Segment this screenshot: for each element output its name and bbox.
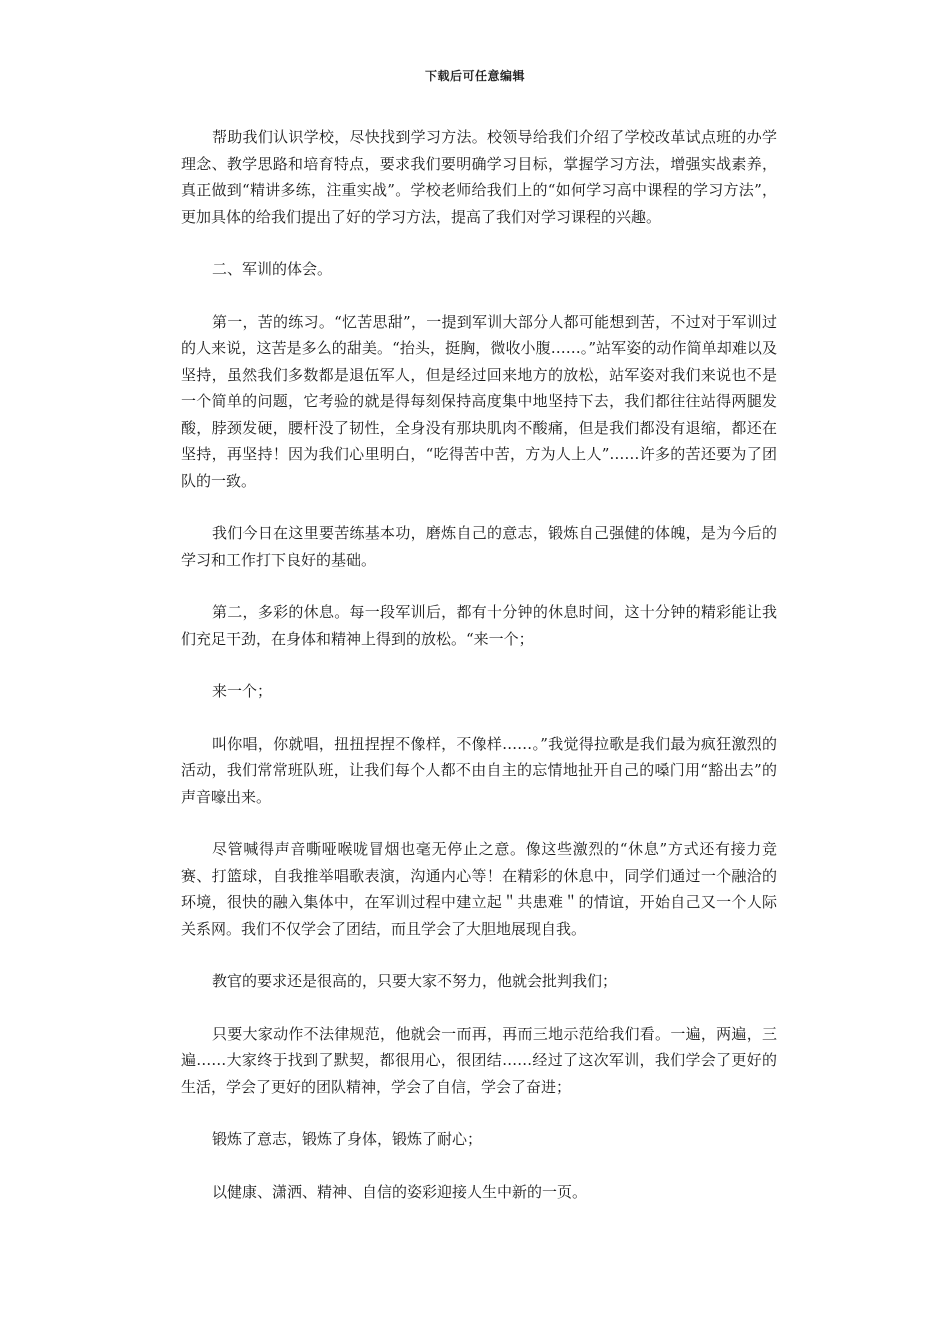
paragraph: 锻炼了意志，锻炼了身体，锻炼了耐心；	[212, 1130, 483, 1148]
paragraph: 第二，多彩的休息。每一段军训后，都有十分钟的休息时间，这十分钟的精彩能让我们充足干劲，在身体和精神上得到的放松。“来一个；	[181, 603, 777, 648]
section-heading: 二、军训的体会。	[212, 260, 333, 278]
paragraph: 只要大家动作不法律规范，他就会一而再，再而三地示范给我们看。一遍，两遍，三遍……大家终于找到了默契，都很用心，很团结……经过了这次军训，我们学会了更好的生活，学会了更好的团队精神，学会了自信，学会了奋进；	[181, 1024, 777, 1096]
paragraph: 帮助我们认识学校，尽快找到学习方法。校领导给我们介绍了学校改革试点班的办学理念、教学思路和培育特点，要求我们要明确学习目标，掌握学习方法，增强实战素养，真正做到“精讲多练，注重实战”。学校老师给我们上的“如何学习高中课程的学习方法”，更加具体的给我们提出了好的学习方法，提高了我们对学习课程的兴趣。	[181, 128, 777, 226]
document-body	[181, 124, 777, 1231]
paragraph: 我们今日在这里要苦练基本功，磨炼自己的意志，锻炼自己强健的体魄，是为今后的学习和工作打下良好的基础。	[181, 524, 777, 569]
paragraph: 教官的要求还是很高的，只要大家不努力，他就会批判我们；	[212, 972, 618, 990]
paragraph: 尽管喊得声音嘶哑喉咙冒烟也毫无停止之意。像这些激烈的“休息”方式还有接力竞赛、打篮球，自我推举唱歌表演，沟通内心等！在精彩的休息中，同学们通过一个融洽的环境，很快的融入集体中，在军训过程中建立起＂共患难＂的情谊，开始自己又一个人际关系网。我们不仅学会了团结，而且学会了大胆地展现自我。	[181, 840, 777, 938]
paragraph: 叫你唱，你就唱，扭扭捏捏不像样，不像样……。”我觉得拉歌是我们最为疯狂激烈的活动，我们常常班队班，让我们每个人都不由自主的忘情地扯开自己的嗓门用“豁出去”的声音嚎出来。	[181, 734, 777, 806]
paragraph: 以健康、潇洒、精神、自信的姿彩迎接人生中新的一页。	[212, 1182, 588, 1201]
paragraph: 来一个；	[212, 682, 273, 700]
paragraph: 第一，苦的练习。“忆苦思甜”，一提到军训大部分人都可能想到苦，不过对于军训过的人来说，这苦是多么的甜美。“抬头，挺胸，微收小腹……。”站军姿的动作简单却难以及坚持，虽然我们多数都是退伍军人，但是经过回来地方的放松，站军姿对我们来说也不是一个简单的问题，它考验的就是得每刻保持高度集中地坚持下去，我们都往往站得两腿发酸，脖颈发硬，腰杆没了韧性，全身没有那块肌肉不酸痛，但是我们都没有退缩，都还在坚持，再坚持！因为我们心里明白，“吃得苦中苦，方为人上人”……许多的苦还要为了团队的一致。	[181, 312, 777, 490]
page-header: 下载后可任意编辑	[424, 69, 525, 83]
